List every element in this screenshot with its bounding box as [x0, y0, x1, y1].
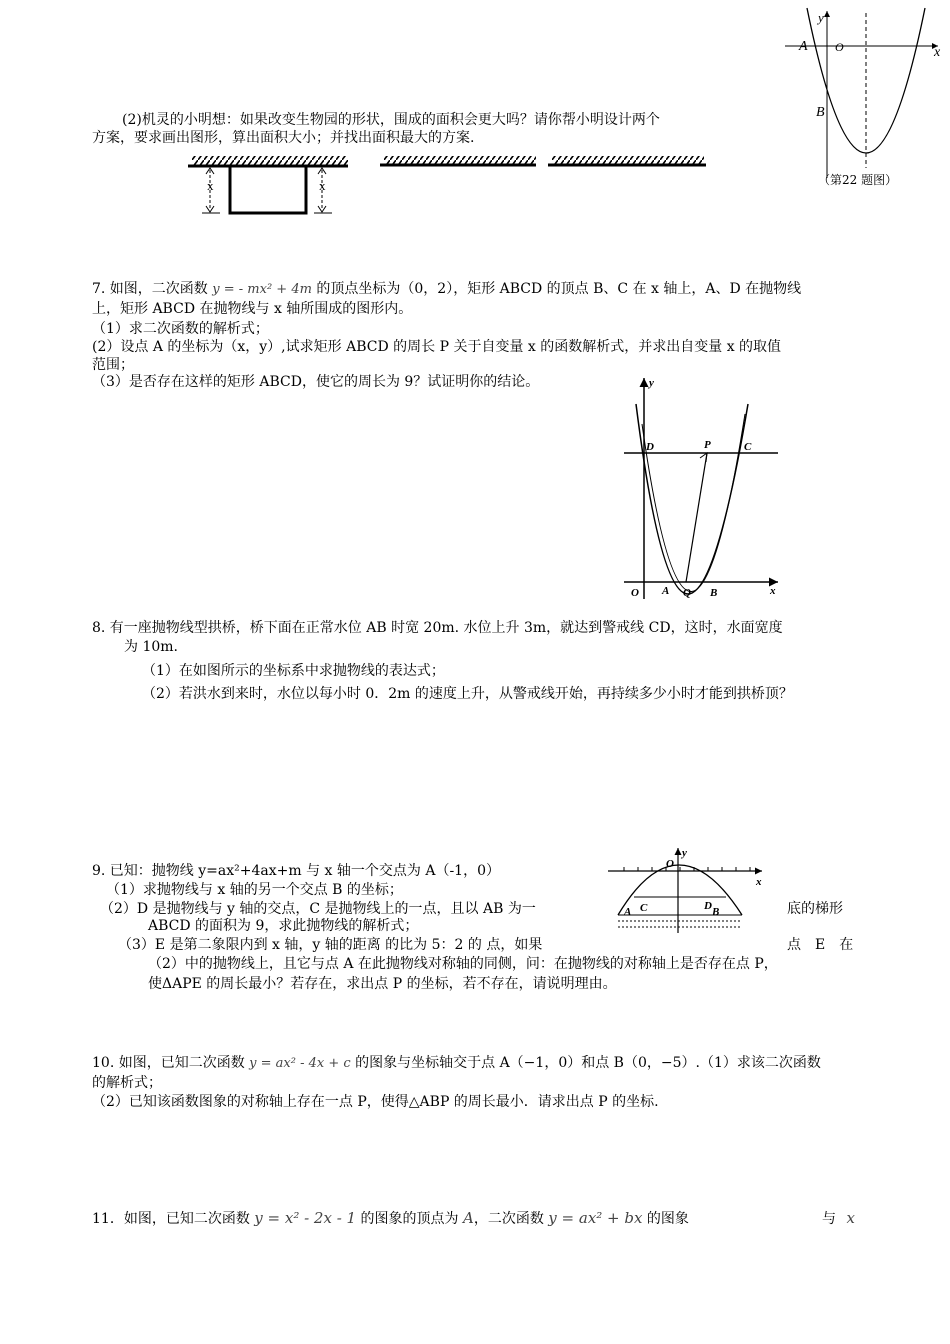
- q9-c-label: C: [640, 902, 648, 914]
- q10-intro: 10. 如图，已知二次函数: [92, 1055, 245, 1071]
- q7-y-label: y: [649, 377, 654, 389]
- q8-line3: （1）在如图所示的坐标系中求抛物线的表达式；: [142, 663, 445, 679]
- q9-line3b: 底的梯形: [787, 901, 843, 917]
- fig22-caption: （第22 题图）: [818, 173, 898, 187]
- q7-b-label: B: [710, 587, 718, 599]
- q9-line3a: （2）D 是抛物线与 y 轴的交点，C 是抛物线上的一点，且以 AB 为一: [100, 901, 536, 917]
- q7-x-label: x: [770, 585, 776, 597]
- q11-line1: [92, 1209, 689, 1228]
- q11-text-second: ，二次函数: [473, 1211, 544, 1227]
- q7-line1-rest: 的顶点坐标为（0，2），矩形 ABCD 的顶点 B、C 在 x 轴上，A、D 在抛物线: [316, 281, 802, 297]
- q11-point-a: A: [463, 1209, 474, 1227]
- q11-formula1: y = x² - 2x - 1: [254, 1209, 357, 1227]
- q10-line1-rest: 的图象与坐标轴交于点 A（−1，0）和点 B（0，−5）.（1）求该二次函数: [355, 1055, 821, 1071]
- q9-y-label: y: [682, 847, 687, 859]
- q9-line5a: （3）E 是第二象限内到 x 轴，y 轴的距离 的比为 5：2 的 点，如果: [118, 937, 543, 953]
- q9-figure: [604, 845, 774, 935]
- q9-parabola: [618, 865, 742, 915]
- q9-d-label: D: [704, 900, 712, 912]
- q7-line4: (2）设点 A 的坐标为（x，y）,试求矩形 ABCD 的周长 P 关于自变量 x 的函数解析式，并求出自变量 x 的取值: [92, 339, 782, 355]
- q6-line1: (2)机灵的小明想：如果改变生物园的形状，围成的面积会更大吗？请你帮小明设计两个: [122, 112, 660, 128]
- q11-text-graph: 的图象: [646, 1211, 689, 1227]
- q7-line3: （1）求二次函数的解析式；: [92, 321, 269, 337]
- fig22-a-label: A: [799, 39, 808, 54]
- q9-b-label: B: [712, 906, 720, 918]
- q10-line1: [92, 1054, 821, 1073]
- q9-line2: （1）求抛物线与 x 轴的另一个交点 B 的坐标；: [106, 882, 403, 898]
- q6-garden-figure: [180, 152, 720, 222]
- q7-line1: [92, 280, 801, 299]
- fig22-x-label: x: [934, 45, 941, 60]
- q9-x-label: x: [756, 876, 762, 888]
- fig22-graph: [780, 8, 945, 198]
- fig22-o-label: O: [835, 40, 844, 54]
- q7-p-label: P: [704, 439, 711, 451]
- q9-line7: 使ΔAPE 的周长最小？若存在，求出点 P 的坐标，若不存在，请说明理由。: [148, 976, 617, 992]
- q7-parabola-2: [642, 414, 745, 592]
- q11-text-vertex: 的图象的顶点为: [360, 1211, 459, 1227]
- q9-o-label: O: [666, 858, 674, 870]
- q9-line1: 9. 已知：抛物线 y=ax²+4ax+m 与 x 轴一个交点为 A（-1，0）: [92, 863, 500, 879]
- q9-line5b: 点 E 在: [787, 937, 854, 953]
- q7-a-label: A: [662, 585, 670, 597]
- q11-text-with: 与: [822, 1211, 836, 1227]
- q6-x-label-left: x: [207, 178, 214, 193]
- q7-parabola: [636, 404, 748, 594]
- q7-formula: y = - mx² + 4m: [212, 282, 312, 297]
- q7-figure: [620, 374, 785, 604]
- q7-line2: 上，矩形 ABCD 在抛物线与 x 轴所围成的图形内。: [92, 301, 413, 317]
- q10-formula: y = ax² - 4x + c: [249, 1056, 351, 1071]
- q7-c-label: C: [744, 441, 752, 453]
- q6-line2: 方案，要求画出图形，算出面积大小；并找出面积最大的方案.: [92, 130, 475, 146]
- q10-line2: 的解析式；: [92, 1075, 162, 1091]
- q7-d-label: D: [646, 441, 654, 453]
- q7-line6: （3）是否存在这样的矩形 ABCD，使它的周长为 9？试证明你的结论。: [92, 374, 540, 390]
- q9-line4: ABCD 的面积为 9，求此抛物线的解析式；: [148, 918, 419, 934]
- q7-o-label: O: [631, 587, 639, 599]
- q11-x: x: [846, 1209, 855, 1227]
- fig22-y-label: y: [818, 10, 824, 25]
- q7-line5: 范围；: [92, 357, 134, 373]
- q7-q-label: Q: [683, 587, 691, 599]
- q8-line1: 8. 有一座抛物线型拱桥，桥下面在正常水位 AB 时宽 20m. 水位上升 3m，就达到警戒线 CD，这时，水面宽度: [92, 620, 783, 636]
- q11-line1-end: [822, 1209, 855, 1228]
- fig22-b-label: B: [816, 105, 825, 120]
- q7-segment-pq: [686, 453, 707, 582]
- q9-a-label: A: [624, 906, 632, 918]
- q8-line2: 为 10m.: [124, 639, 178, 655]
- q6-x-label-right: x: [319, 178, 326, 193]
- q8-line4: （2）若洪水到来时，水位以每小时 0．2m 的速度上升，从警戒线开始，再持续多少小时才能到拱桥顶？: [142, 686, 793, 702]
- q7-intro: 7. 如图，二次函数: [92, 281, 208, 297]
- q6-enclosure: [230, 166, 306, 213]
- q10-line3: （2）已知该函数图象的对称轴上存在一点 P，使得△ABP 的周长最小．请求出点 P 的坐标.: [92, 1094, 659, 1110]
- q11-intro: 11．如图，已知二次函数: [92, 1211, 250, 1227]
- q9-line6: （2）中的抛物线上，且它与点 A 在此抛物线对称轴的同侧，问：在抛物线的对称轴上是否存在点 P，: [148, 956, 778, 972]
- q11-formula2: y = ax² + bx: [548, 1209, 643, 1227]
